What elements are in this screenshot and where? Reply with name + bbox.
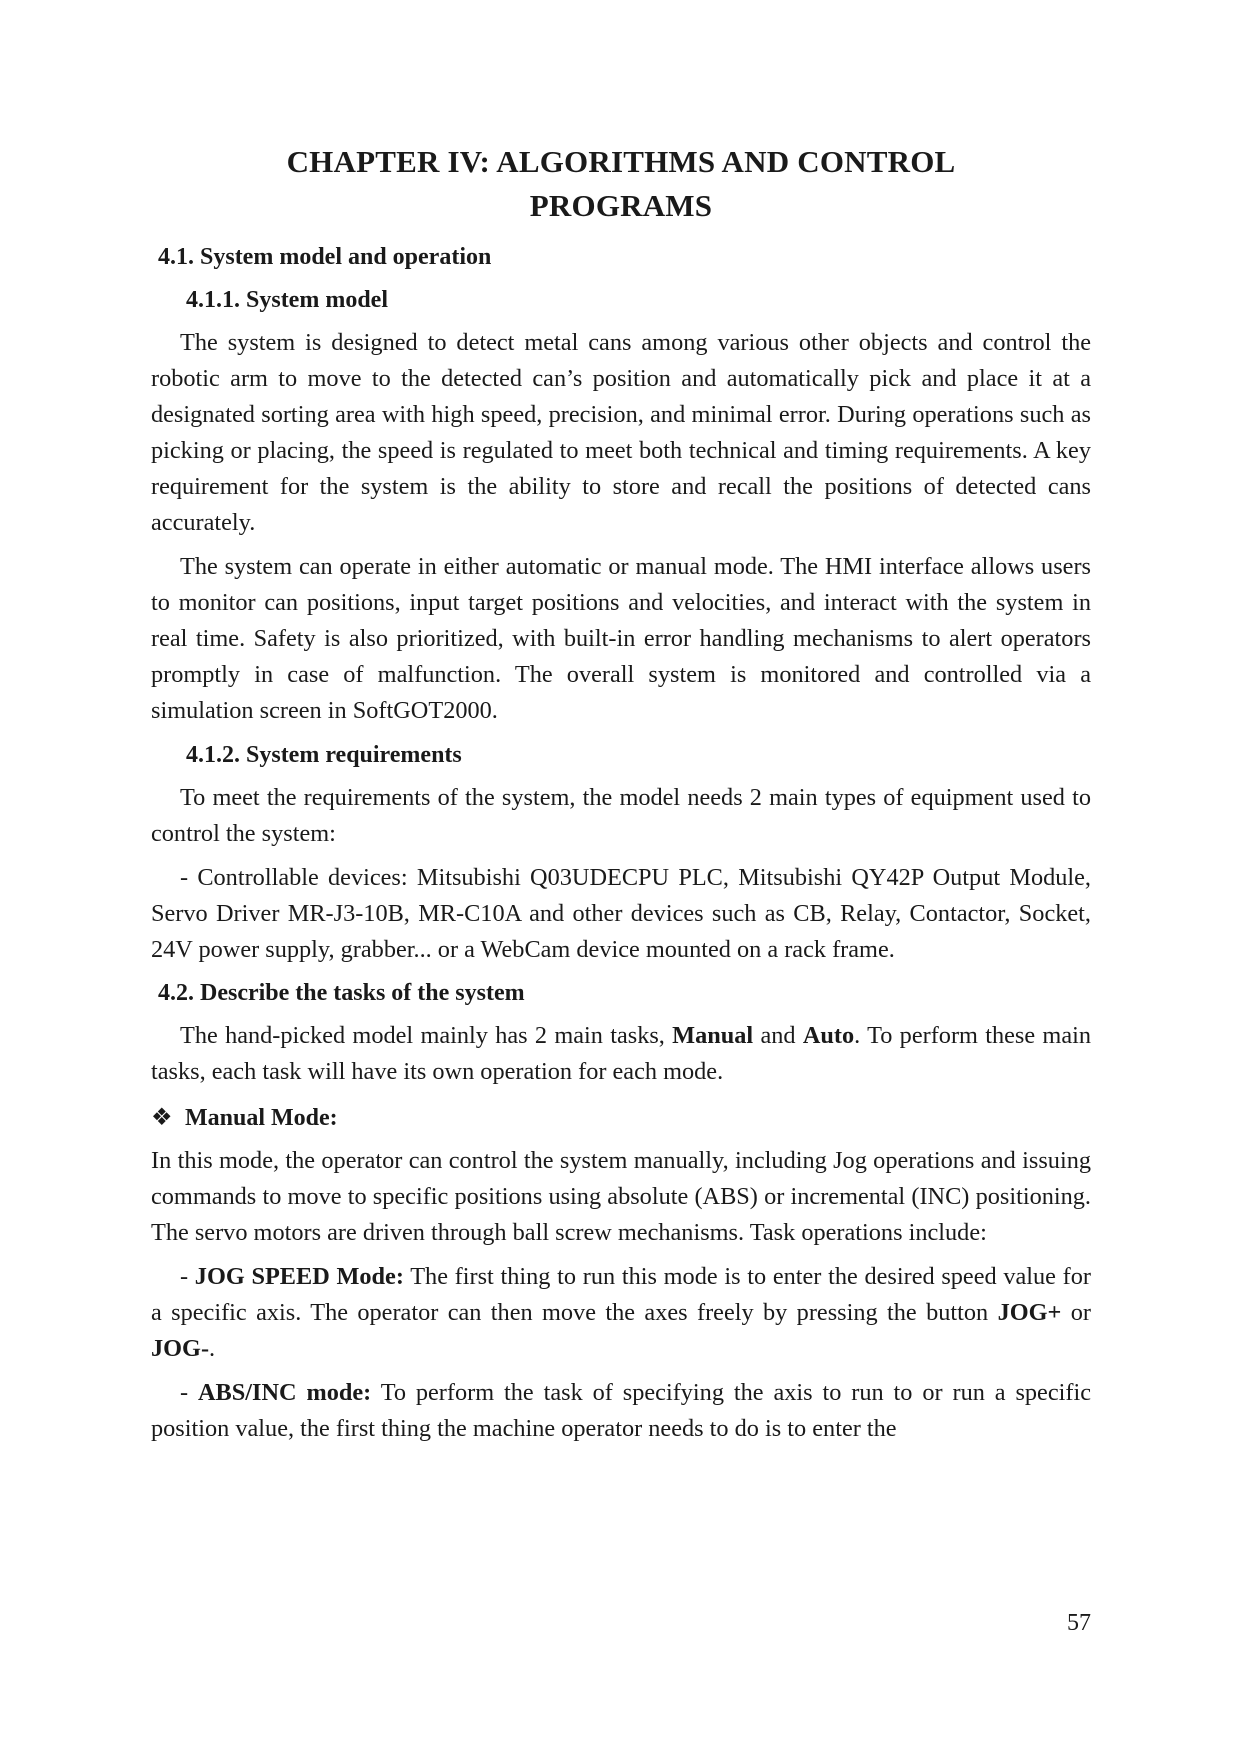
manual-mode-heading [151,1101,1091,1135]
section-4-2-heading: 4.2. Describe the tasks of the system [158,980,525,1006]
tasks-paragraph [151,1018,1091,1090]
auto-term: Auto [802,1022,855,1049]
diamond-bullet-icon: ❖ [151,1105,173,1131]
manual-term: Manual [672,1022,754,1049]
system-model-paragraph-1: The system is designed to detect metal cans among various other objects and control the robotic arm to move to the detected can’s position and automatically pick and place it at a designated sorting area with high speed, precision, and minimal error. During operations such as picking or placing, the speed is regulated to meet both technical and timing requirements. A key requirement for the system is the ability to store and recall the positions of detected cans accurately. [151,329,1091,536]
jog-minus-term: JOG- [151,1335,210,1362]
jog-text-a: The first thing to run this mode is to enter the desired speed value for a specific axis. The operator can then move the axes freely by pressing the button [151,1263,1091,1326]
jog-text-b: or [1061,1299,1091,1326]
abs-inc-paragraph [151,1375,1091,1447]
section-4-1-1-heading: 4.1.1. System model [186,287,388,313]
section-4-1-heading: 4.1. System model and operation [158,244,492,270]
page-number: 57 [1067,1610,1091,1636]
abs-text: To perform the task of specifying the axis to run to or run a specific position value, the first thing the machine operator needs to do is to enter the [151,1379,1091,1442]
manual-mode-heading-text: Manual Mode: [185,1105,338,1131]
abs-prefix: - [180,1379,198,1406]
tasks-text-a: The hand-picked model mainly has 2 main tasks, [180,1022,673,1049]
system-requirements-paragraph-1: To meet the requirements of the system, the model needs 2 main types of equipment used to control the system: [151,784,1091,847]
jog-prefix: - [180,1263,195,1290]
abs-inc-label: ABS/INC mode: [198,1379,372,1406]
chapter-title [151,140,1091,228]
chapter-title-line1: CHAPTER IV: ALGORITHMS AND CONTROL [286,144,956,179]
jog-speed-paragraph [151,1259,1091,1367]
jog-plus-term: JOG+ [997,1299,1062,1326]
section-4-1-2-heading: 4.1.2. System requirements [186,742,462,768]
chapter-title-line2: PROGRAMS [529,188,713,223]
system-requirements-paragraph-2: - Controllable devices: Mitsubishi Q03UDECPU PLC, Mitsubishi QY42P Output Module, Servo Driver MR-J3-10B, MR-C10A and other devices such as CB, Relay, Contactor, Socket, 24V power supply, grabber... or a WebCam device mounted on a rack frame. [151,864,1091,963]
manual-mode-intro: In this mode, the operator can control the system manually, including Jog operations and issuing commands to move to specific positions using absolute (ABS) or incremental (INC) positioning. The servo motors are driven through ball screw mechanisms. Task operations include: [151,1147,1091,1246]
tasks-text-c: . To perform these main tasks, each task will have its own operation for each mode. [151,1022,1092,1085]
jog-speed-label: JOG SPEED Mode: [194,1263,404,1290]
jog-text-c: . [209,1335,216,1362]
system-model-paragraph-2: The system can operate in either automatic or manual mode. The HMI interface allows users to monitor can positions, input target positions and velocities, and interact with the system in real time. Safety is also prioritized, with built-in error handling mechanisms to alert operators promptly in case of malfunction. The overall system is monitored and controlled via a simulation screen in SoftGOT2000. [151,553,1091,724]
tasks-text-b: and [753,1022,803,1049]
document-page [151,140,1091,1447]
